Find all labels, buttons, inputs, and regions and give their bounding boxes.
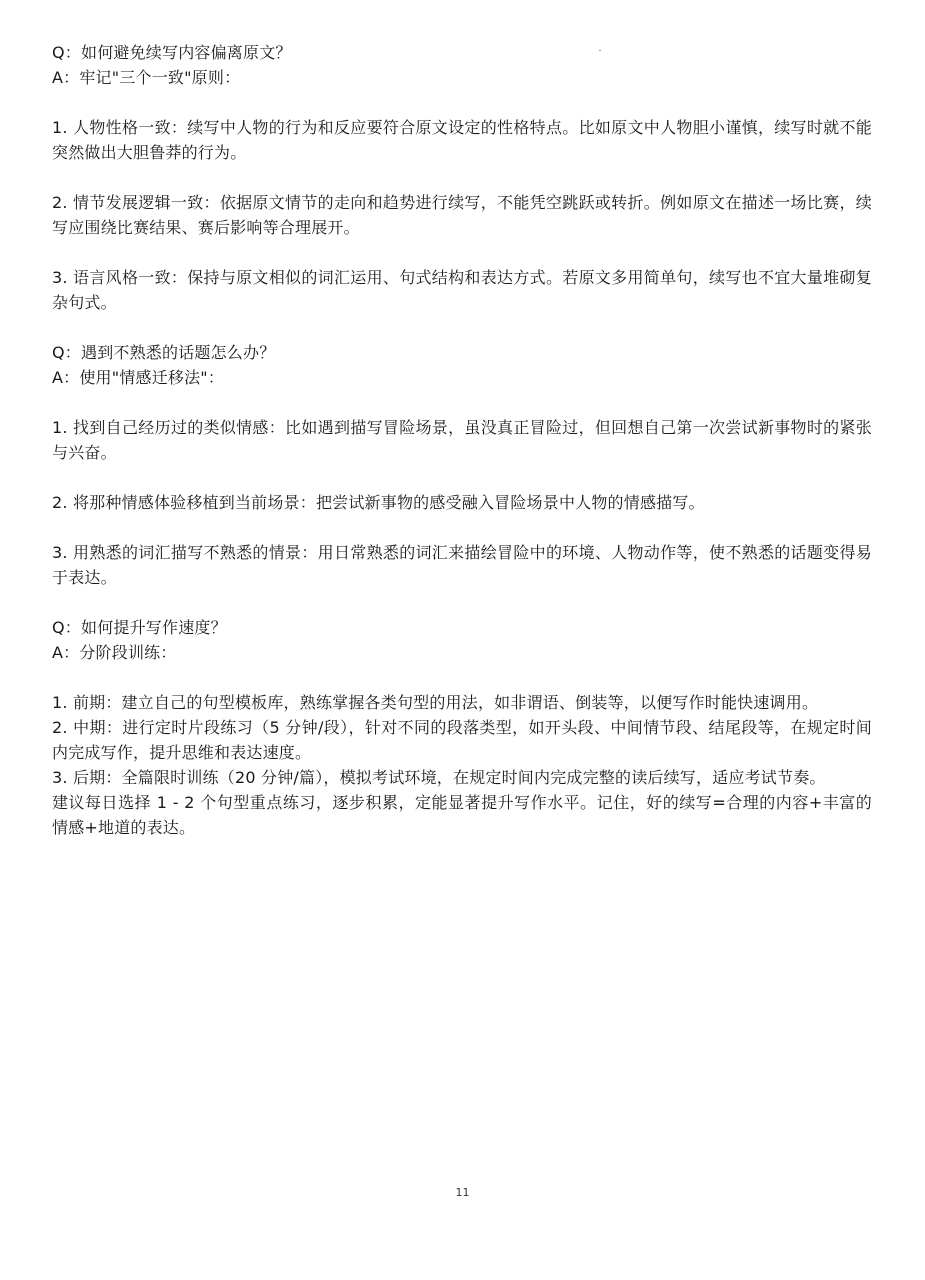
item-3-1: 1. 前期：建立自己的句型模板库，熟练掌握各类句型的用法，如非谓语、倒装等，以便写作时能快速调用。: [52, 693, 819, 712]
item-3-3: 3. 后期：全篇限时训练（20 分钟/篇），模拟考试环境，在规定时间内完成完整的读后续写，适应考试节奏。: [52, 768, 826, 787]
answer-3: A：分阶段训练：: [52, 643, 177, 662]
item-1-1: 1. 人物性格一致：续写中人物的行为和反应要符合原文设定的性格特点。比如原文中人物胆小谨慎，续写时就不能突然做出大胆鲁莽的行为。: [52, 118, 872, 162]
answer-1: A：牢记"三个一致"原则：: [52, 68, 241, 87]
item-3-2: 2. 中期：进行定时片段练习（5 分钟/段），针对不同的段落类型，如开头段、中间情节段、结尾段等，在规定时间内完成写作，提升思维和表达速度。: [52, 718, 872, 762]
item-2-2: 2. 将那种情感体验移植到当前场景：把尝试新事物的感受融入冒险场景中人物的情感描写。: [52, 493, 705, 512]
question-2: Q：遇到不熟悉的话题怎么办？: [52, 343, 276, 362]
item-2-1: 1. 找到自己经历过的类似情感：比如遇到描写冒险场景，虽没真正冒险过，但回想自己第一次尝试新事物时的紧张与兴奋。: [52, 418, 872, 462]
question-3: Q：如何提升写作速度？: [52, 618, 227, 637]
item-1-3: 3. 语言风格一致：保持与原文相似的词汇运用、句式结构和表达方式。若原文多用简单句，续写也不宜大量堆砌复杂句式。: [52, 268, 872, 312]
closing-advice: 建议每日选择 1 - 2 个句型重点练习，逐步积累，定能显著提升写作水平。记住，好的续写=合理的内容+丰富的情感+地道的表达。: [52, 793, 872, 837]
item-2-3: 3. 用熟悉的词汇描写不熟悉的情景：用日常熟悉的词汇来描绘冒险中的环境、人物动作等，使不熟悉的话题变得易于表达。: [52, 543, 872, 587]
page-content: [52, 40, 872, 840]
page-number: 11: [455, 1186, 470, 1199]
answer-2: A：使用"情感迁移法"：: [52, 368, 225, 387]
item-1-2: 2. 情节发展逻辑一致：依据原文情节的走向和趋势进行续写，不能凭空跳跃或转折。例如原文在描述一场比赛，续写应围绕比赛结果、赛后影响等合理展开。: [52, 193, 872, 237]
question-1: Q：如何避免续写内容偏离原文？: [52, 43, 292, 62]
